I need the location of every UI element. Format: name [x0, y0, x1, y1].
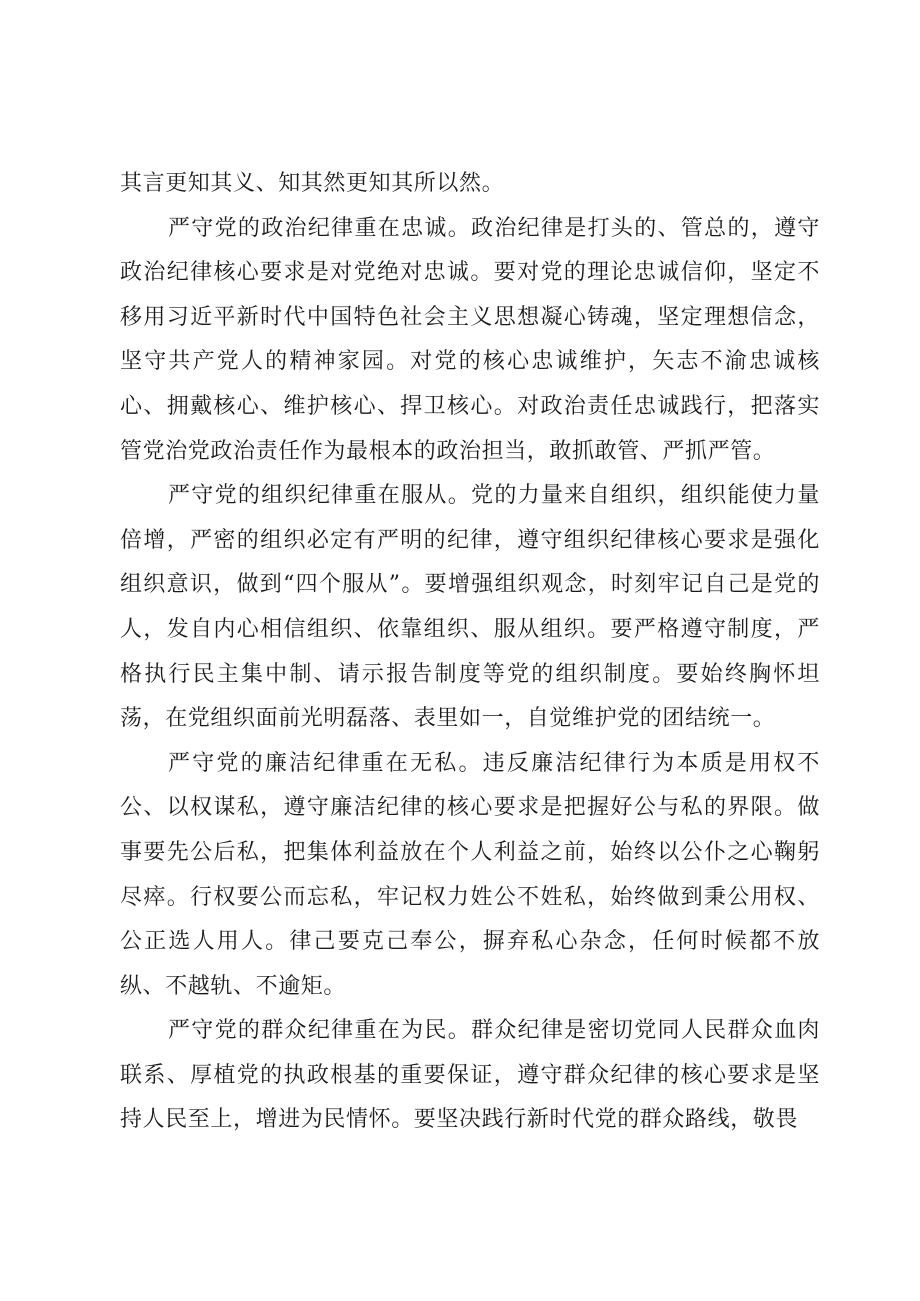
- paragraph-integrity-discipline: 严守党的廉洁纪律重在无私。违反廉洁纪律行为本质是用权不公、以权谋私，遵守廉洁纪律的核心要求是把握好公与私的界限。做事要先公后私，把集体利益放在个人利益之前，始终以公仆之心鞠躬尽瘁。行权要公而忘私，牢记权力姓公不姓私，始终做到秉公用权、公正选人用人。律己要克己奉公，摒弃私心杂念，任何时候都不放纵、不越轨、不逾矩。: [120, 750, 820, 999]
- document-body: [120, 162, 820, 1143]
- paragraph-organizational-discipline: 严守党的组织纪律重在服从。党的力量来自组织，组织能使力量倍增，严密的组织必定有严明的纪律，遵守组织纪律核心要求是强化组织意识，做到“四个服从”。要增强组织观念，时刻牢记自己是党的人，发自内心相信组织、依靠组织、服从组织。要严格遵守制度，严格执行民主集中制、请示报告制度等党的组织制度。要始终胸怀坦荡，在党组织面前光明磊落、表里如一，自觉维护党的团结统一。: [120, 483, 820, 732]
- paragraph-continuation: 其言更知其义、知其然更知其所以然。: [120, 171, 505, 196]
- paragraph-mass-discipline: 严守党的群众纪律重在为民。群众纪律是密切党同人民群众血肉联系、厚植党的执政根基的重要保证，遵守群众纪律的核心要求是坚持人民至上，增进为民情怀。要坚决践行新时代党的群众路线，敬畏: [120, 1018, 820, 1133]
- paragraph-political-discipline: 严守党的政治纪律重在忠诚。政治纪律是打头的、管总的，遵守政治纪律核心要求是对党绝对忠诚。要对党的理论忠诚信仰，坚定不移用习近平新时代中国特色社会主义思想凝心铸魂，坚定理想信念，坚守共产党人的精神家园。对党的核心忠诚维护，矢志不渝忠诚核心、拥戴核心、维护核心、捍卫核心。对政治责任忠诚践行，把落实管党治党政治责任作为最根本的政治担当，敢抓敢管、严抓严管。: [120, 215, 820, 464]
